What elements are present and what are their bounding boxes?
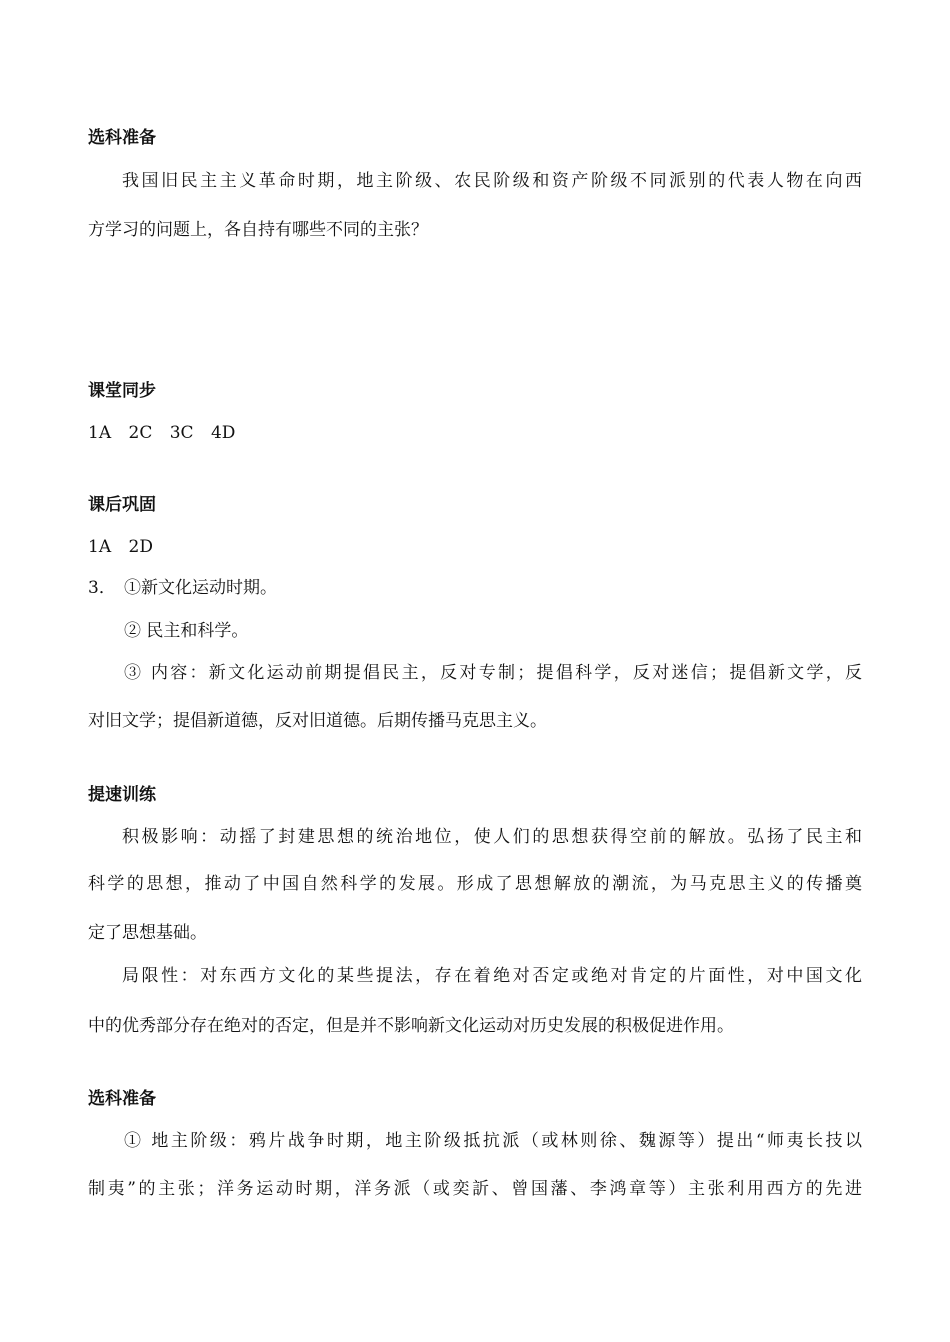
- paragraph-line: ① 地主阶级：鸦片战争时期，地主阶级抵抗派（或林则徐、魏源等）提出“师夷长技以: [124, 1131, 862, 1151]
- paragraph-line: 我国旧民主主义革命时期，地主阶级、农民阶级和资产阶级不同派别的代表人物在向西: [122, 171, 862, 191]
- section-heading-speed-training: 提速训练: [88, 785, 156, 805]
- paragraph-line: 定了思想基础。: [88, 923, 207, 943]
- paragraph-line: 积极影响：动摇了封建思想的统治地位，使人们的思想获得空前的解放。弘扬了民主和: [122, 827, 862, 847]
- answer-list: 1A 2D: [88, 537, 153, 557]
- section-heading-prep-question: 选科准备: [88, 128, 156, 148]
- paragraph-line: 科学的思想，推动了中国自然科学的发展。形成了思想解放的潮流，为马克思主义的传播奠: [88, 874, 862, 894]
- section-heading-prep-answer: 选科准备: [88, 1089, 156, 1109]
- answer-item: ①新文化运动时期。: [124, 578, 277, 598]
- paragraph-line: 局限性：对东西方文化的某些提法，存在着绝对否定或绝对肯定的片面性，对中国文化: [122, 966, 862, 986]
- answer-item: ② 民主和科学。: [124, 621, 249, 641]
- section-heading-after-class: 课后巩固: [88, 495, 156, 515]
- paragraph-line: 中的优秀部分存在绝对的否定，但是并不影响新文化运动对历史发展的积极促进作用。: [88, 1016, 734, 1036]
- question-number: 3．: [88, 578, 116, 598]
- answer-list: 1A 2C 3C 4D: [88, 423, 236, 443]
- answer-item: 对旧文学；提倡新道德，反对旧道德。后期传播马克思主义。: [88, 711, 547, 731]
- paragraph-line: 方学习的问题上，各自持有哪些不同的主张？: [88, 220, 428, 240]
- paragraph-line: 制夷”的主张；洋务运动时期，洋务派（或奕訢、曾国藩、李鸿章等）主张利用西方的先进: [88, 1179, 862, 1199]
- answer-item: ③ 内容：新文化运动前期提倡民主，反对专制；提倡科学，反对迷信；提倡新文学，反: [124, 663, 862, 683]
- section-heading-classroom: 课堂同步: [88, 381, 156, 401]
